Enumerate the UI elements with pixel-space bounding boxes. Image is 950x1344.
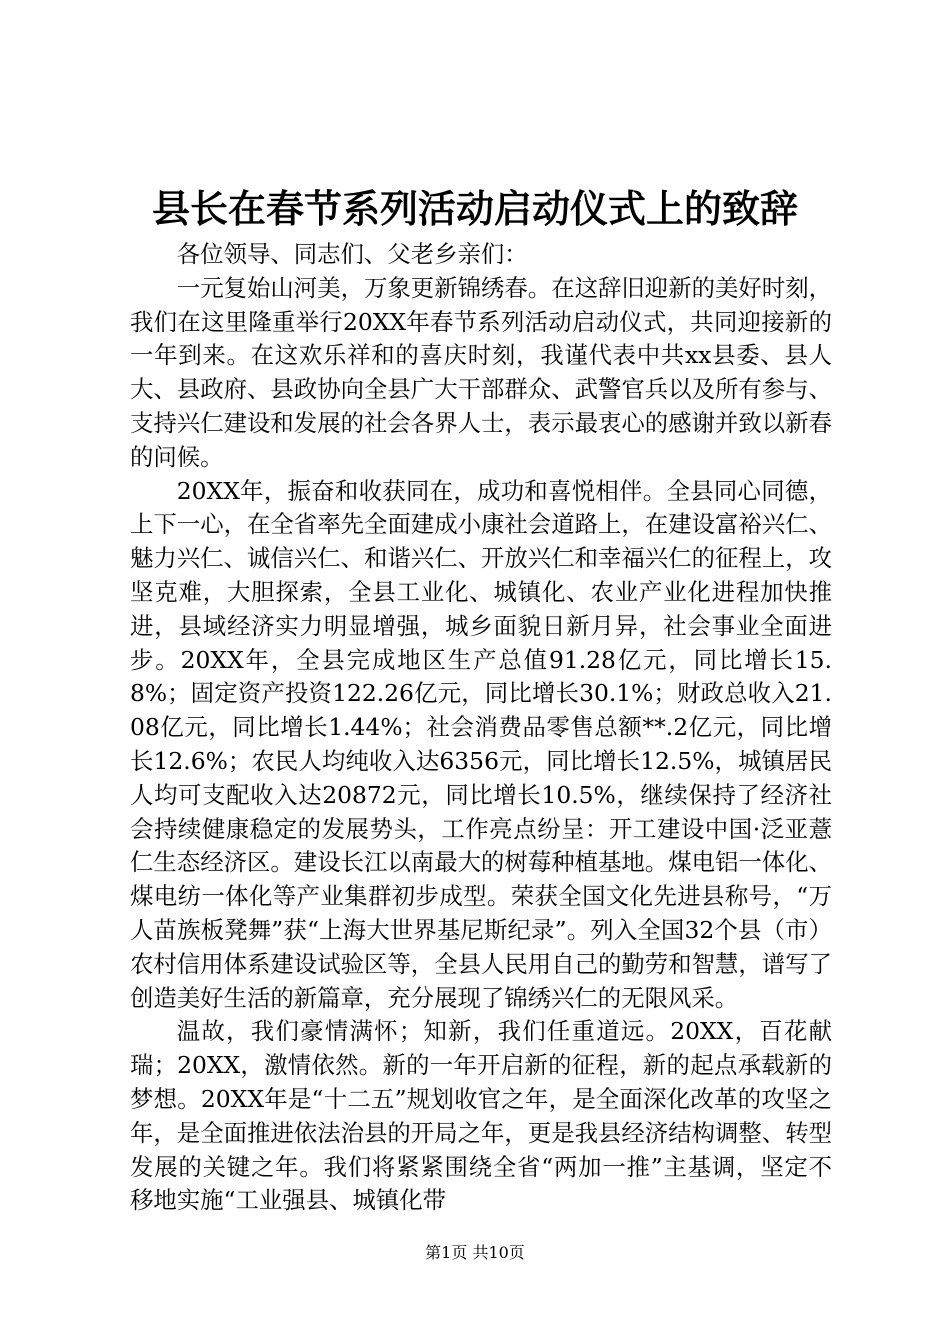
greeting-paragraph: 一元复始山河美，万象更新锦绣春。在这辞旧迎新的美好时刻，我们在这里隆重举行20XX年春节系列活动启动仪式，共同迎接新的一年到来。在这欢乐祥和的喜庆时刻，我谨代表中共xx县委、县人大、县政府、县政协向全县广大干部群众、武警官兵以及所有参与、支持兴仁建设和发展的社会各界人士，表示最衷心的感谢并致以新春的问候。 [130, 273, 832, 471]
outlook-paragraph: 温故，我们豪情满怀；知新，我们任重道远。20XX，百花献瑞；20XX，激情依然。新的一年开启新的征程，新的起点承载新的梦想。20XX年是“十二五”规划收官之年，是全面深化改革的攻坚之年，是全面推进依法治县的开局之年，更是我县经济结构调整、转型发展的关键之年。我们将紧紧围绕全省“两加一推”主基调，坚定不移地实施“工业强县、城镇化带 [130, 1017, 832, 1215]
page-number-footer: 第1页 共10页 [425, 1243, 525, 1262]
salutation-paragraph: 各位领导、同志们、父老乡亲们： [176, 240, 528, 268]
document-title: 县长在春节系列活动启动仪式上的致辞 [151, 186, 798, 231]
document-body [130, 238, 832, 1218]
achievements-paragraph: 20XX年，振奋和收获同在，成功和喜悦相伴。全县同心同德，上下一心，在全省率先全面建成小康社会道路上，在建设富裕兴仁、魅力兴仁、诚信兴仁、和谐兴仁、开放兴仁和幸福兴仁的征程上，攻坚克难，大胆探索，全县工业化、城镇化、农业产业化进程加快推进，县域经济实力明显增强，城乡面貌日新月异，社会事业全面进步。20XX年，全县完成地区生产总值91.28亿元，同比增长15.8%；固定资产投资122.26亿元，同比增长30.1%；财政总收入21.08亿元，同比增长1.44%；社会消费品零售总额**.2亿元，同比增长12.6%；农民人均纯收入达6356元，同比增长12.5%，城镇居民人均可支配收入达20872元，同比增长10.5%，继续保持了经济社会持续健康稳定的发展势头，工作亮点纷呈：开工建设中国·泛亚薏仁生态经济区。建设长江以南最大的树莓种植基地。煤电铝一体化、煤电纺一体化等产业集群初步成型。荣获全国文化先进县称号，“万人苗族板凳舞”获“上海大世界基尼斯纪录”。列入全国32个县（市）农村信用体系建设试验区等，全县人民用自己的勤劳和智慧，谱写了创造美好生活的新篇章，充分展现了锦绣兴仁的无限风采。 [130, 476, 832, 1012]
